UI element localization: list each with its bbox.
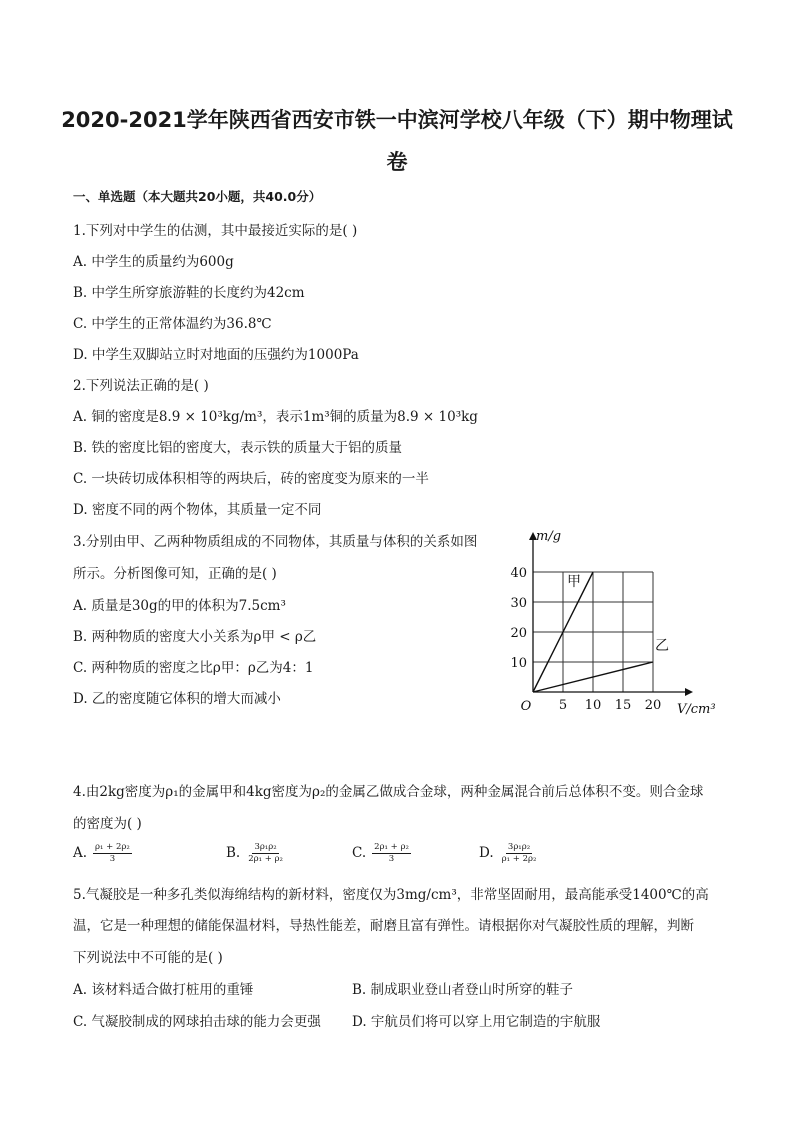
y-axis-label: m/g bbox=[536, 529, 562, 544]
x-axis-arrow bbox=[685, 688, 693, 696]
q4-option-a bbox=[73, 842, 132, 865]
q4-option-b-numerator: 3ρ₁ρ₂ bbox=[254, 842, 277, 852]
q4-option-a-numerator: ρ₁ + 2ρ₂ bbox=[95, 842, 130, 852]
q4-option-b bbox=[226, 842, 285, 865]
q5-stem-line2: 温，它是一种理想的储能保温材料，导热性能差，耐磨且富有弹性。请根据你对气凝胶性质的理解，判断 bbox=[73, 918, 694, 934]
q5-option-c: C. 气凝胶制成的网球拍击球的能力会更强 bbox=[73, 1014, 321, 1030]
q4-option-b-denominator: 2ρ₁ + ρ₂ bbox=[248, 854, 283, 864]
q3-option-a: A. 质量是30g的甲的体积为7.5cm³ bbox=[73, 598, 286, 614]
q2-option-a: A. 铜的密度是8.9 × 10³kg/m³，表示1m³铜的质量为8.9 × 10³kg bbox=[73, 409, 478, 425]
q4-option-c-denominator: 3 bbox=[388, 854, 395, 864]
x-tick-label: 20 bbox=[644, 698, 662, 713]
q1-option-a: A. 中学生的质量约为600g bbox=[73, 254, 234, 270]
q3-stem-line1: 3.分别由甲、乙两种物质组成的不同物体，其质量与体积的关系如图 bbox=[73, 534, 478, 550]
q4-option-a-denominator: 3 bbox=[109, 854, 116, 864]
q4-option-b-fraction bbox=[246, 842, 285, 865]
exam-title-line2: 卷 bbox=[386, 150, 408, 174]
x-axis-label: V/cm³ bbox=[677, 702, 716, 717]
x-tick-label: 15 bbox=[614, 698, 632, 713]
x-tick-label: 5 bbox=[558, 698, 568, 713]
mass-volume-chart bbox=[500, 528, 730, 718]
series-label-2: 乙 bbox=[655, 638, 669, 654]
q5-stem-line1: 5.气凝胶是一种多孔类似海绵结构的新材料，密度仅为3mg/cm³，非常坚固耐用，最高能承受1400℃的高 bbox=[73, 887, 709, 903]
y-tick-label: 30 bbox=[510, 596, 527, 611]
q5-option-d: D. 宇航员们将可以穿上用它制造的宇航服 bbox=[352, 1014, 601, 1030]
y-tick-label: 40 bbox=[510, 566, 527, 581]
q5-option-a: A. 该材料适合做打桩用的重锤 bbox=[73, 982, 254, 998]
y-tick-label: 20 bbox=[510, 626, 527, 641]
q1-option-b: B. 中学生所穿旅游鞋的长度约为42cm bbox=[73, 285, 305, 301]
q2-option-c: C. 一块砖切成体积相等的两块后，砖的密度变为原来的一半 bbox=[73, 471, 429, 487]
q4-stem-line1: 4.由2kg密度为ρ₁的金属甲和4kg密度为ρ₂的金属乙做成合金球，两种金属混合前后总体积不变。则合金球 bbox=[73, 784, 704, 800]
q3-option-c: C. 两种物质的密度之比ρ甲：ρ乙为4：1 bbox=[73, 660, 314, 676]
q4-option-c bbox=[352, 842, 411, 865]
section-heading: 一、单选题（本大题共20小题，共40.0分） bbox=[73, 189, 322, 204]
q1-option-c: C. 中学生的正常体温约为36.8℃ bbox=[73, 316, 272, 332]
q4-option-d bbox=[479, 842, 538, 865]
q4-option-c-label: C. bbox=[352, 845, 367, 861]
q3-option-d: D. 乙的密度随它体积的增大而减小 bbox=[73, 691, 281, 707]
y-tick-label: 10 bbox=[510, 656, 527, 671]
q4-option-a-label: A. bbox=[73, 845, 88, 861]
q2-option-b: B. 铁的密度比铝的密度大，表示铁的质量大于铝的质量 bbox=[73, 440, 403, 456]
q5-option-b: B. 制成职业登山者登山时所穿的鞋子 bbox=[352, 982, 574, 998]
q4-option-d-numerator: 3ρ₁ρ₂ bbox=[507, 842, 531, 852]
q3-option-b: B. 两种物质的密度大小关系为ρ甲 < ρ乙 bbox=[73, 629, 317, 645]
q4-option-d-label: D. bbox=[479, 845, 494, 861]
q4-option-c-fraction bbox=[372, 842, 411, 865]
q4-stem-line2: 的密度为( ) bbox=[73, 816, 142, 832]
q4-option-a-fraction bbox=[93, 842, 132, 865]
q2-stem: 2.下列说法正确的是( ) bbox=[73, 378, 209, 394]
q4-option-d-fraction bbox=[500, 842, 539, 865]
origin-label: O bbox=[520, 699, 532, 714]
q4-option-c-numerator: 2ρ₁ + ρ₂ bbox=[374, 842, 409, 852]
exam-title-line1: 2020-2021学年陕西省西安市铁一中滨河学校八年级（下）期中物理试 bbox=[61, 108, 733, 132]
q4-option-b-label: B. bbox=[226, 845, 241, 861]
q1-stem: 1.下列对中学生的估测，其中最接近实际的是( ) bbox=[73, 223, 358, 239]
q2-option-d: D. 密度不同的两个物体，其质量一定不同 bbox=[73, 502, 322, 518]
q3-stem-line2: 所示。分析图像可知，正确的是( ) bbox=[73, 566, 277, 582]
q4-option-d-denominator: ρ₁ + 2ρ₂ bbox=[501, 854, 537, 864]
q1-option-d: D. 中学生双脚站立时对地面的压强约为1000Pa bbox=[73, 347, 359, 363]
q5-stem-line3: 下列说法中不可能的是( ) bbox=[73, 950, 223, 966]
series-label-1: 甲 bbox=[567, 574, 581, 590]
x-tick-label: 10 bbox=[584, 698, 602, 713]
